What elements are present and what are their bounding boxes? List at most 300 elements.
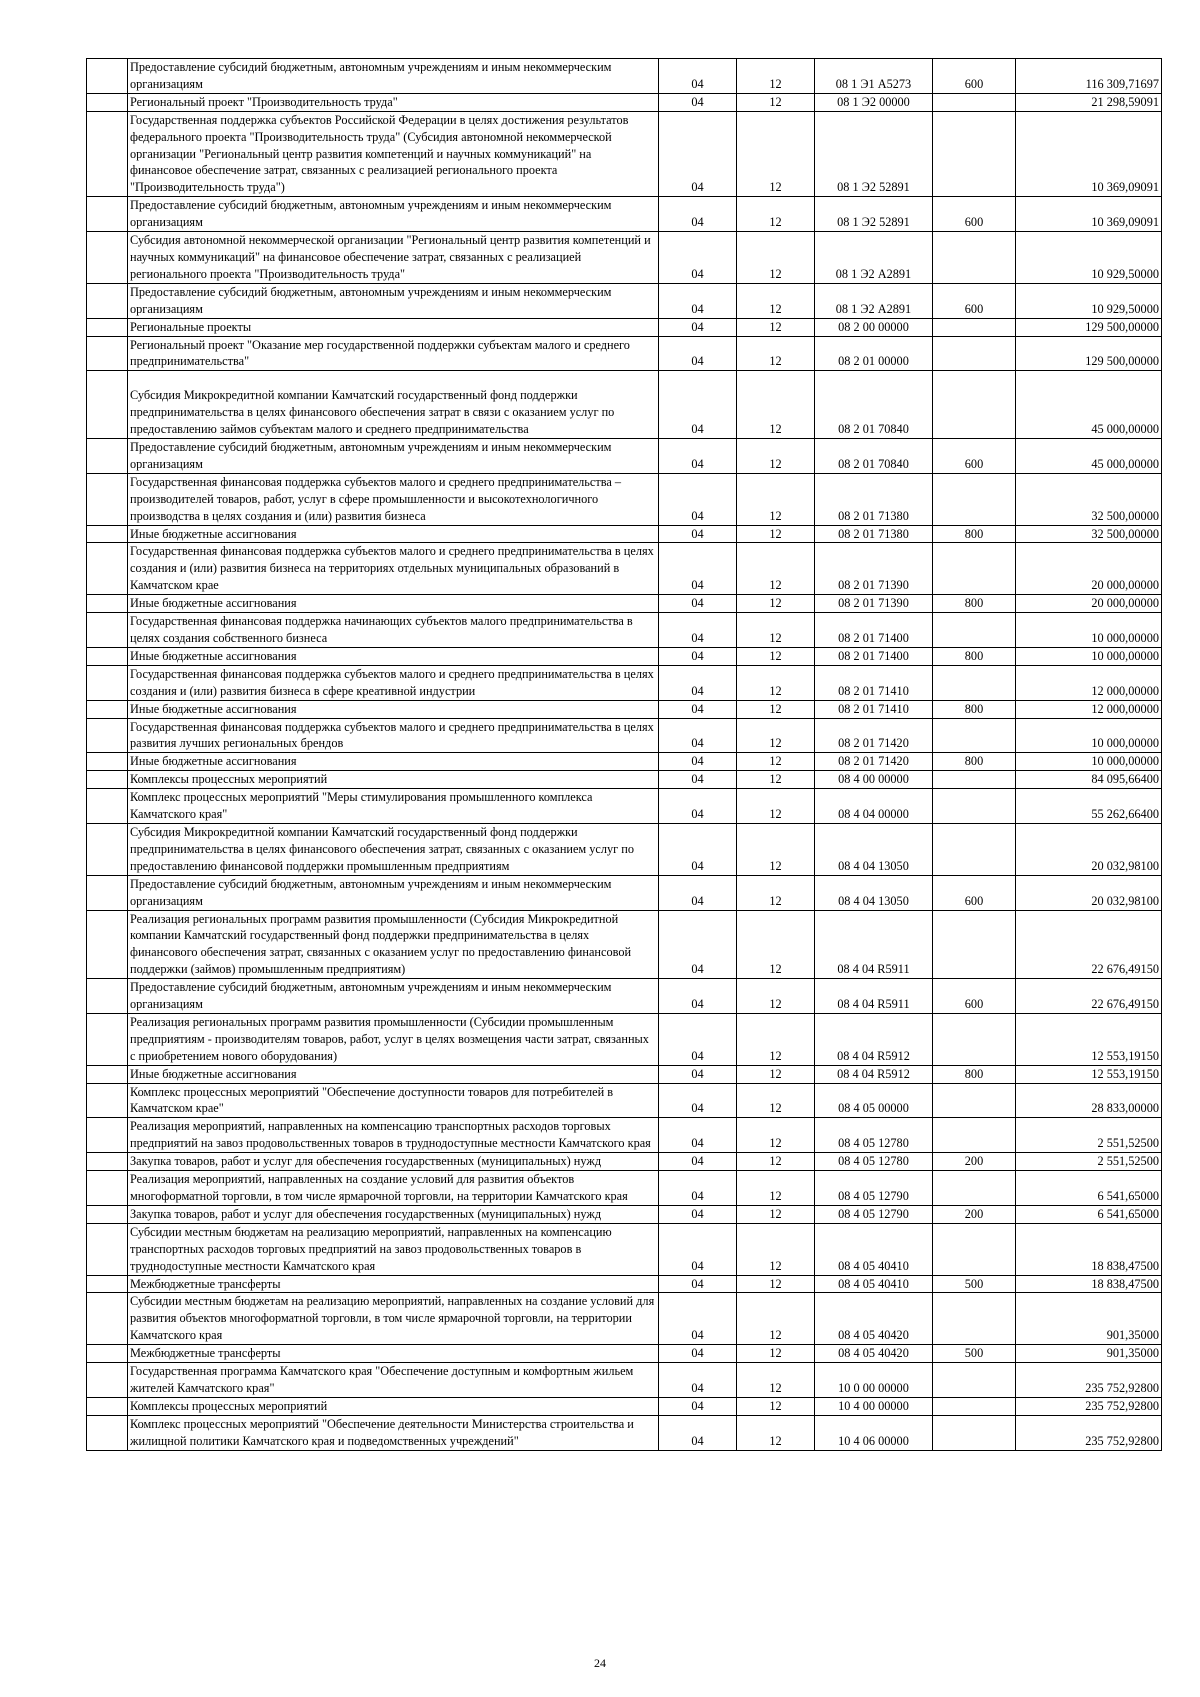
table-row bbox=[87, 1013, 1162, 1065]
row-description: Иные бюджетные ассигнования bbox=[128, 1065, 659, 1083]
table-row bbox=[87, 647, 1162, 665]
row-blank-cell bbox=[87, 1223, 128, 1275]
row-blank-cell bbox=[87, 823, 128, 875]
row-subsection: 12 bbox=[737, 1345, 815, 1363]
row-description: Реализация мероприятий, направленных на компенсацию транспортных расходов торговых предприятий на завоз продовольственных товаров в труднодоступные местности Камчатского края bbox=[128, 1118, 659, 1153]
row-section: 04 bbox=[659, 613, 737, 648]
row-target-code: 08 2 01 71420 bbox=[815, 753, 933, 771]
row-subsection: 12 bbox=[737, 910, 815, 979]
row-amount: 10 000,00000 bbox=[1016, 647, 1162, 665]
row-section: 04 bbox=[659, 1153, 737, 1171]
row-description: Реализация региональных программ развития промышленности (Субсидии промышленным предприятиям - производителям товаров, работ, услуг в целях возмещения части затрат, связанных с приобретением нового оборудования) bbox=[128, 1013, 659, 1065]
row-blank-cell bbox=[87, 473, 128, 525]
row-subsection: 12 bbox=[737, 1118, 815, 1153]
row-target-code: 08 2 01 70840 bbox=[815, 439, 933, 474]
row-subsection: 12 bbox=[737, 1205, 815, 1223]
row-target-code: 08 4 04 13050 bbox=[815, 875, 933, 910]
row-expense-type bbox=[933, 613, 1016, 648]
row-blank-cell bbox=[87, 1293, 128, 1345]
row-blank-cell bbox=[87, 875, 128, 910]
row-expense-type bbox=[933, 318, 1016, 336]
row-description: Закупка товаров, работ и услуг для обеспечения государственных (муниципальных) нужд bbox=[128, 1153, 659, 1171]
row-description: Межбюджетные трансферты bbox=[128, 1345, 659, 1363]
row-expense-type: 600 bbox=[933, 59, 1016, 94]
row-description: Комплекс процессных мероприятий "Обеспечение доступности товаров для потребителей в Камчатском крае" bbox=[128, 1083, 659, 1118]
row-section: 04 bbox=[659, 979, 737, 1014]
row-target-code: 10 0 00 00000 bbox=[815, 1363, 933, 1398]
row-description: Субсидии местным бюджетам на реализацию мероприятий, направленных на создание условий для развития объектов многоформатной торговли, в том числе ярмарочной торговли, на территории Камчатского края bbox=[128, 1293, 659, 1345]
row-blank-cell bbox=[87, 1153, 128, 1171]
row-subsection: 12 bbox=[737, 1065, 815, 1083]
row-amount: 12 553,19150 bbox=[1016, 1065, 1162, 1083]
row-blank-cell bbox=[87, 1363, 128, 1398]
row-section: 04 bbox=[659, 1345, 737, 1363]
row-section: 04 bbox=[659, 789, 737, 824]
row-section: 04 bbox=[659, 283, 737, 318]
row-target-code: 08 4 00 00000 bbox=[815, 771, 933, 789]
row-blank-cell bbox=[87, 1397, 128, 1415]
row-description: Иные бюджетные ассигнования bbox=[128, 525, 659, 543]
row-expense-type: 600 bbox=[933, 283, 1016, 318]
row-blank-cell bbox=[87, 700, 128, 718]
row-subsection: 12 bbox=[737, 1275, 815, 1293]
row-blank-cell bbox=[87, 439, 128, 474]
row-description: Государственная финансовая поддержка субъектов малого и среднего предпринимательства в целях развития лучших региональных брендов bbox=[128, 718, 659, 753]
row-description: Реализация мероприятий, направленных на создание условий для развития объектов многоформатной торговли, в том числе ярмарочной торговли, на территории Камчатского края bbox=[128, 1171, 659, 1206]
row-blank-cell bbox=[87, 979, 128, 1014]
row-amount: 6 541,65000 bbox=[1016, 1171, 1162, 1206]
row-expense-type bbox=[933, 665, 1016, 700]
row-expense-type bbox=[933, 1171, 1016, 1206]
row-subsection: 12 bbox=[737, 823, 815, 875]
row-amount: 22 676,49150 bbox=[1016, 910, 1162, 979]
row-section: 04 bbox=[659, 1397, 737, 1415]
row-expense-type bbox=[933, 910, 1016, 979]
row-description: Предоставление субсидий бюджетным, автономным учреждениям и иным некоммерческим организациям bbox=[128, 979, 659, 1014]
row-description: Региональный проект "Оказание мер государственной поддержки субъектам малого и среднего предпринимательства" bbox=[128, 336, 659, 371]
row-amount: 2 551,52500 bbox=[1016, 1153, 1162, 1171]
row-expense-type bbox=[933, 789, 1016, 824]
row-section: 04 bbox=[659, 1118, 737, 1153]
row-description: Комплекс процессных мероприятий "Обеспечение деятельности Министерства строительства и жилищной политики Камчатского края и подведомственных учреждений" bbox=[128, 1415, 659, 1450]
row-expense-type bbox=[933, 1118, 1016, 1153]
table-row bbox=[87, 1293, 1162, 1345]
row-amount: 10 929,50000 bbox=[1016, 232, 1162, 284]
row-description: Иные бюджетные ассигнования bbox=[128, 647, 659, 665]
row-amount: 22 676,49150 bbox=[1016, 979, 1162, 1014]
row-section: 04 bbox=[659, 665, 737, 700]
table-row bbox=[87, 1118, 1162, 1153]
row-amount: 129 500,00000 bbox=[1016, 318, 1162, 336]
row-blank-cell bbox=[87, 647, 128, 665]
row-section: 04 bbox=[659, 93, 737, 111]
row-subsection: 12 bbox=[737, 439, 815, 474]
row-blank-cell bbox=[87, 753, 128, 771]
row-expense-type bbox=[933, 1415, 1016, 1450]
row-target-code: 08 2 01 71420 bbox=[815, 718, 933, 753]
row-section: 04 bbox=[659, 197, 737, 232]
row-description: Субсидия Микрокредитной компании Камчатский государственный фонд поддержки предпринимательства в целях финансового обеспечения затрат в связи с оказанием услуг по предоставлению займов субъектам малого и среднего предпринимательства bbox=[128, 371, 659, 439]
row-amount: 10 369,09091 bbox=[1016, 197, 1162, 232]
row-subsection: 12 bbox=[737, 1083, 815, 1118]
row-section: 04 bbox=[659, 1223, 737, 1275]
table-row bbox=[87, 823, 1162, 875]
table-row bbox=[87, 1275, 1162, 1293]
row-blank-cell bbox=[87, 525, 128, 543]
row-amount: 20 032,98100 bbox=[1016, 823, 1162, 875]
row-subsection: 12 bbox=[737, 59, 815, 94]
row-amount: 2 551,52500 bbox=[1016, 1118, 1162, 1153]
page-number: 24 bbox=[594, 1656, 606, 1670]
row-amount: 21 298,59091 bbox=[1016, 93, 1162, 111]
row-target-code: 10 4 06 00000 bbox=[815, 1415, 933, 1450]
row-blank-cell bbox=[87, 318, 128, 336]
row-target-code: 08 2 01 00000 bbox=[815, 336, 933, 371]
row-subsection: 12 bbox=[737, 771, 815, 789]
row-blank-cell bbox=[87, 1205, 128, 1223]
row-expense-type: 200 bbox=[933, 1153, 1016, 1171]
row-subsection: 12 bbox=[737, 753, 815, 771]
row-subsection: 12 bbox=[737, 232, 815, 284]
row-blank-cell bbox=[87, 232, 128, 284]
row-target-code: 08 4 05 12790 bbox=[815, 1171, 933, 1206]
row-target-code: 08 1 Э2 А2891 bbox=[815, 283, 933, 318]
row-expense-type: 800 bbox=[933, 647, 1016, 665]
row-blank-cell bbox=[87, 1118, 128, 1153]
row-blank-cell bbox=[87, 283, 128, 318]
row-expense-type bbox=[933, 1363, 1016, 1398]
table-row bbox=[87, 543, 1162, 595]
row-blank-cell bbox=[87, 1275, 128, 1293]
row-target-code: 08 4 05 12780 bbox=[815, 1118, 933, 1153]
table-row bbox=[87, 59, 1162, 94]
row-target-code: 08 1 Э2 00000 bbox=[815, 93, 933, 111]
table-row bbox=[87, 197, 1162, 232]
row-expense-type bbox=[933, 111, 1016, 197]
table-row bbox=[87, 1205, 1162, 1223]
row-amount: 20 032,98100 bbox=[1016, 875, 1162, 910]
row-subsection: 12 bbox=[737, 595, 815, 613]
table-row bbox=[87, 473, 1162, 525]
row-section: 04 bbox=[659, 232, 737, 284]
row-description: Государственная поддержка субъектов Российской Федерации в целях достижения результатов федерального проекта "Производительность труда" (Субсидия автономной некоммерческой организации "Региональный центр развития компетенций и научных коммуникаций" на финансовое обеспечение затрат, связанных с реализацией регионального проекта "Производительность труда") bbox=[128, 111, 659, 197]
row-description: Государственная финансовая поддержка субъектов малого и среднего предпринимательства в целях создания и (или) развития бизнеса в сфере креативной индустрии bbox=[128, 665, 659, 700]
row-description: Региональные проекты bbox=[128, 318, 659, 336]
row-section: 04 bbox=[659, 1083, 737, 1118]
table-row bbox=[87, 700, 1162, 718]
row-section: 04 bbox=[659, 1013, 737, 1065]
row-description: Комплекс процессных мероприятий "Меры стимулирования промышленного комплекса Камчатского края" bbox=[128, 789, 659, 824]
row-expense-type: 800 bbox=[933, 1065, 1016, 1083]
row-expense-type bbox=[933, 1013, 1016, 1065]
row-subsection: 12 bbox=[737, 665, 815, 700]
row-subsection: 12 bbox=[737, 1223, 815, 1275]
row-amount: 55 262,66400 bbox=[1016, 789, 1162, 824]
row-amount: 129 500,00000 bbox=[1016, 336, 1162, 371]
table-row bbox=[87, 595, 1162, 613]
table-row bbox=[87, 789, 1162, 824]
table-row bbox=[87, 1415, 1162, 1450]
row-section: 04 bbox=[659, 1205, 737, 1223]
row-section: 04 bbox=[659, 111, 737, 197]
row-amount: 10 000,00000 bbox=[1016, 613, 1162, 648]
row-subsection: 12 bbox=[737, 371, 815, 439]
row-amount: 12 553,19150 bbox=[1016, 1013, 1162, 1065]
row-subsection: 12 bbox=[737, 789, 815, 824]
row-expense-type bbox=[933, 1397, 1016, 1415]
row-amount: 45 000,00000 bbox=[1016, 439, 1162, 474]
budget-table bbox=[86, 58, 1162, 1451]
row-section: 04 bbox=[659, 700, 737, 718]
row-amount: 10 000,00000 bbox=[1016, 718, 1162, 753]
row-blank-cell bbox=[87, 910, 128, 979]
table-row bbox=[87, 318, 1162, 336]
table-row bbox=[87, 525, 1162, 543]
row-section: 04 bbox=[659, 771, 737, 789]
row-subsection: 12 bbox=[737, 473, 815, 525]
table-row bbox=[87, 1171, 1162, 1206]
row-blank-cell bbox=[87, 1065, 128, 1083]
row-expense-type: 600 bbox=[933, 439, 1016, 474]
row-description: Субсидия автономной некоммерческой организации "Региональный центр развития компетенций и научных коммуникаций" на финансовое обеспечение затрат, связанных с реализацией регионального проекта "Производительность труда" bbox=[128, 232, 659, 284]
row-amount: 32 500,00000 bbox=[1016, 473, 1162, 525]
row-blank-cell bbox=[87, 1083, 128, 1118]
row-target-code: 08 2 01 70840 bbox=[815, 371, 933, 439]
row-description: Субсидия Микрокредитной компании Камчатский государственный фонд поддержки предпринимательства в целях финансового обеспечения затрат, связанных с оказанием услуг по предоставлению финансовой поддержки промышленным предприятиям bbox=[128, 823, 659, 875]
table-row bbox=[87, 283, 1162, 318]
row-section: 04 bbox=[659, 525, 737, 543]
row-section: 04 bbox=[659, 1363, 737, 1398]
table-row bbox=[87, 771, 1162, 789]
row-blank-cell bbox=[87, 613, 128, 648]
row-subsection: 12 bbox=[737, 1363, 815, 1398]
row-description: Закупка товаров, работ и услуг для обеспечения государственных (муниципальных) нужд bbox=[128, 1205, 659, 1223]
row-subsection: 12 bbox=[737, 111, 815, 197]
row-expense-type bbox=[933, 771, 1016, 789]
budget-table-body bbox=[87, 59, 1162, 1451]
row-target-code: 08 1 Э1 А5273 bbox=[815, 59, 933, 94]
row-section: 04 bbox=[659, 1065, 737, 1083]
row-blank-cell bbox=[87, 197, 128, 232]
row-target-code: 08 2 01 71390 bbox=[815, 595, 933, 613]
row-description: Межбюджетные трансферты bbox=[128, 1275, 659, 1293]
row-amount: 6 541,65000 bbox=[1016, 1205, 1162, 1223]
row-target-code: 08 2 01 71390 bbox=[815, 543, 933, 595]
row-description: Предоставление субсидий бюджетным, автономным учреждениям и иным некоммерческим организациям bbox=[128, 59, 659, 94]
row-amount: 45 000,00000 bbox=[1016, 371, 1162, 439]
table-row bbox=[87, 371, 1162, 439]
row-subsection: 12 bbox=[737, 525, 815, 543]
row-target-code: 08 4 05 40420 bbox=[815, 1293, 933, 1345]
row-section: 04 bbox=[659, 753, 737, 771]
row-amount: 20 000,00000 bbox=[1016, 595, 1162, 613]
row-target-code: 08 4 05 12780 bbox=[815, 1153, 933, 1171]
table-row bbox=[87, 1065, 1162, 1083]
row-expense-type: 600 bbox=[933, 875, 1016, 910]
row-blank-cell bbox=[87, 1345, 128, 1363]
row-amount: 10 000,00000 bbox=[1016, 753, 1162, 771]
row-target-code: 08 4 05 00000 bbox=[815, 1083, 933, 1118]
row-expense-type bbox=[933, 336, 1016, 371]
row-description: Государственная программа Камчатского края "Обеспечение доступным и комфортным жильем жителей Камчатского края" bbox=[128, 1363, 659, 1398]
row-description: Иные бюджетные ассигнования bbox=[128, 700, 659, 718]
row-target-code: 08 4 05 40410 bbox=[815, 1275, 933, 1293]
row-subsection: 12 bbox=[737, 283, 815, 318]
row-amount: 235 752,92800 bbox=[1016, 1363, 1162, 1398]
row-target-code: 08 2 01 71400 bbox=[815, 647, 933, 665]
row-section: 04 bbox=[659, 473, 737, 525]
row-description: Комплексы процессных мероприятий bbox=[128, 771, 659, 789]
row-description: Предоставление субсидий бюджетным, автономным учреждениям и иным некоммерческим организациям bbox=[128, 439, 659, 474]
row-expense-type bbox=[933, 371, 1016, 439]
table-row bbox=[87, 1083, 1162, 1118]
table-row bbox=[87, 1345, 1162, 1363]
row-target-code: 08 4 04 R5912 bbox=[815, 1013, 933, 1065]
row-blank-cell bbox=[87, 665, 128, 700]
table-row bbox=[87, 613, 1162, 648]
row-subsection: 12 bbox=[737, 197, 815, 232]
row-blank-cell bbox=[87, 1415, 128, 1450]
row-target-code: 08 2 01 71410 bbox=[815, 700, 933, 718]
row-amount: 28 833,00000 bbox=[1016, 1083, 1162, 1118]
row-expense-type: 600 bbox=[933, 979, 1016, 1014]
row-target-code: 08 1 Э2 52891 bbox=[815, 111, 933, 197]
row-description: Государственная финансовая поддержка субъектов малого и среднего предпринимательства – производителей товаров, работ, услуг в сфере промышленности и высокотехнологичного производства в целях создания и (или) развития бизнеса bbox=[128, 473, 659, 525]
row-expense-type: 600 bbox=[933, 197, 1016, 232]
row-section: 04 bbox=[659, 439, 737, 474]
row-subsection: 12 bbox=[737, 1013, 815, 1065]
row-section: 04 bbox=[659, 823, 737, 875]
row-target-code: 08 2 01 71380 bbox=[815, 473, 933, 525]
row-amount: 235 752,92800 bbox=[1016, 1415, 1162, 1450]
row-blank-cell bbox=[87, 595, 128, 613]
row-description: Субсидии местным бюджетам на реализацию мероприятий, направленных на компенсацию транспортных расходов торговых предприятий на завоз продовольственных товаров в труднодоступные местности Камчатского края bbox=[128, 1223, 659, 1275]
row-amount: 901,35000 bbox=[1016, 1345, 1162, 1363]
row-target-code: 08 1 Э2 А2891 bbox=[815, 232, 933, 284]
row-amount: 10 369,09091 bbox=[1016, 111, 1162, 197]
row-expense-type bbox=[933, 543, 1016, 595]
row-subsection: 12 bbox=[737, 1171, 815, 1206]
row-description: Реализация региональных программ развития промышленности (Субсидия Микрокредитной компании Камчатский государственный фонд поддержки предпринимательства в целях финансового обеспечения затрат, связанных с оказанием услуг по предоставлению финансовой поддержки (займов) промышленным предприятиям) bbox=[128, 910, 659, 979]
row-expense-type bbox=[933, 718, 1016, 753]
row-expense-type bbox=[933, 232, 1016, 284]
row-amount: 235 752,92800 bbox=[1016, 1397, 1162, 1415]
row-blank-cell bbox=[87, 59, 128, 94]
row-subsection: 12 bbox=[737, 1397, 815, 1415]
table-row bbox=[87, 439, 1162, 474]
row-amount: 901,35000 bbox=[1016, 1293, 1162, 1345]
row-target-code: 08 4 05 40420 bbox=[815, 1345, 933, 1363]
row-target-code: 08 2 01 71380 bbox=[815, 525, 933, 543]
row-expense-type bbox=[933, 93, 1016, 111]
row-blank-cell bbox=[87, 111, 128, 197]
row-subsection: 12 bbox=[737, 1293, 815, 1345]
row-description: Иные бюджетные ассигнования bbox=[128, 753, 659, 771]
row-subsection: 12 bbox=[737, 875, 815, 910]
row-section: 04 bbox=[659, 910, 737, 979]
row-subsection: 12 bbox=[737, 1415, 815, 1450]
table-row bbox=[87, 1397, 1162, 1415]
row-section: 04 bbox=[659, 718, 737, 753]
row-expense-type bbox=[933, 473, 1016, 525]
row-amount: 12 000,00000 bbox=[1016, 665, 1162, 700]
table-row bbox=[87, 1153, 1162, 1171]
row-section: 04 bbox=[659, 59, 737, 94]
table-row bbox=[87, 875, 1162, 910]
row-subsection: 12 bbox=[737, 979, 815, 1014]
row-blank-cell bbox=[87, 718, 128, 753]
row-expense-type: 500 bbox=[933, 1345, 1016, 1363]
row-subsection: 12 bbox=[737, 543, 815, 595]
row-expense-type bbox=[933, 1293, 1016, 1345]
row-section: 04 bbox=[659, 1275, 737, 1293]
row-target-code: 08 4 04 R5912 bbox=[815, 1065, 933, 1083]
table-row bbox=[87, 1363, 1162, 1398]
row-target-code: 10 4 00 00000 bbox=[815, 1397, 933, 1415]
row-amount: 10 929,50000 bbox=[1016, 283, 1162, 318]
table-row bbox=[87, 336, 1162, 371]
row-subsection: 12 bbox=[737, 647, 815, 665]
table-row bbox=[87, 93, 1162, 111]
row-subsection: 12 bbox=[737, 93, 815, 111]
row-expense-type: 200 bbox=[933, 1205, 1016, 1223]
table-row bbox=[87, 753, 1162, 771]
row-target-code: 08 4 04 R5911 bbox=[815, 979, 933, 1014]
row-target-code: 08 4 05 12790 bbox=[815, 1205, 933, 1223]
row-section: 04 bbox=[659, 318, 737, 336]
row-expense-type: 800 bbox=[933, 525, 1016, 543]
table-row bbox=[87, 665, 1162, 700]
row-target-code: 08 1 Э2 52891 bbox=[815, 197, 933, 232]
row-description: Государственная финансовая поддержка субъектов малого и среднего предпринимательства в целях создания и (или) развития бизнеса на территориях отдельных муниципальных образований в Камчатском крае bbox=[128, 543, 659, 595]
row-section: 04 bbox=[659, 1293, 737, 1345]
row-target-code: 08 4 04 00000 bbox=[815, 789, 933, 824]
row-expense-type bbox=[933, 1223, 1016, 1275]
table-row bbox=[87, 232, 1162, 284]
row-expense-type bbox=[933, 1083, 1016, 1118]
row-expense-type: 500 bbox=[933, 1275, 1016, 1293]
row-section: 04 bbox=[659, 1415, 737, 1450]
row-blank-cell bbox=[87, 543, 128, 595]
row-description: Предоставление субсидий бюджетным, автономным учреждениям и иным некоммерческим организациям bbox=[128, 197, 659, 232]
row-expense-type bbox=[933, 823, 1016, 875]
row-subsection: 12 bbox=[737, 1153, 815, 1171]
row-blank-cell bbox=[87, 371, 128, 439]
row-blank-cell bbox=[87, 93, 128, 111]
row-amount: 20 000,00000 bbox=[1016, 543, 1162, 595]
row-subsection: 12 bbox=[737, 336, 815, 371]
row-description: Иные бюджетные ассигнования bbox=[128, 595, 659, 613]
row-expense-type: 800 bbox=[933, 700, 1016, 718]
row-section: 04 bbox=[659, 647, 737, 665]
row-amount: 18 838,47500 bbox=[1016, 1223, 1162, 1275]
row-description: Государственная финансовая поддержка начинающих субъектов малого предпринимательства в целях создания собственного бизнеса bbox=[128, 613, 659, 648]
row-section: 04 bbox=[659, 543, 737, 595]
row-target-code: 08 2 01 71400 bbox=[815, 613, 933, 648]
row-section: 04 bbox=[659, 336, 737, 371]
row-description: Предоставление субсидий бюджетным, автономным учреждениям и иным некоммерческим организациям bbox=[128, 283, 659, 318]
row-expense-type: 800 bbox=[933, 595, 1016, 613]
row-blank-cell bbox=[87, 1013, 128, 1065]
row-amount: 18 838,47500 bbox=[1016, 1275, 1162, 1293]
row-target-code: 08 2 01 71410 bbox=[815, 665, 933, 700]
table-row bbox=[87, 979, 1162, 1014]
row-blank-cell bbox=[87, 1171, 128, 1206]
table-row bbox=[87, 111, 1162, 197]
row-blank-cell bbox=[87, 336, 128, 371]
row-target-code: 08 2 00 00000 bbox=[815, 318, 933, 336]
row-amount: 32 500,00000 bbox=[1016, 525, 1162, 543]
